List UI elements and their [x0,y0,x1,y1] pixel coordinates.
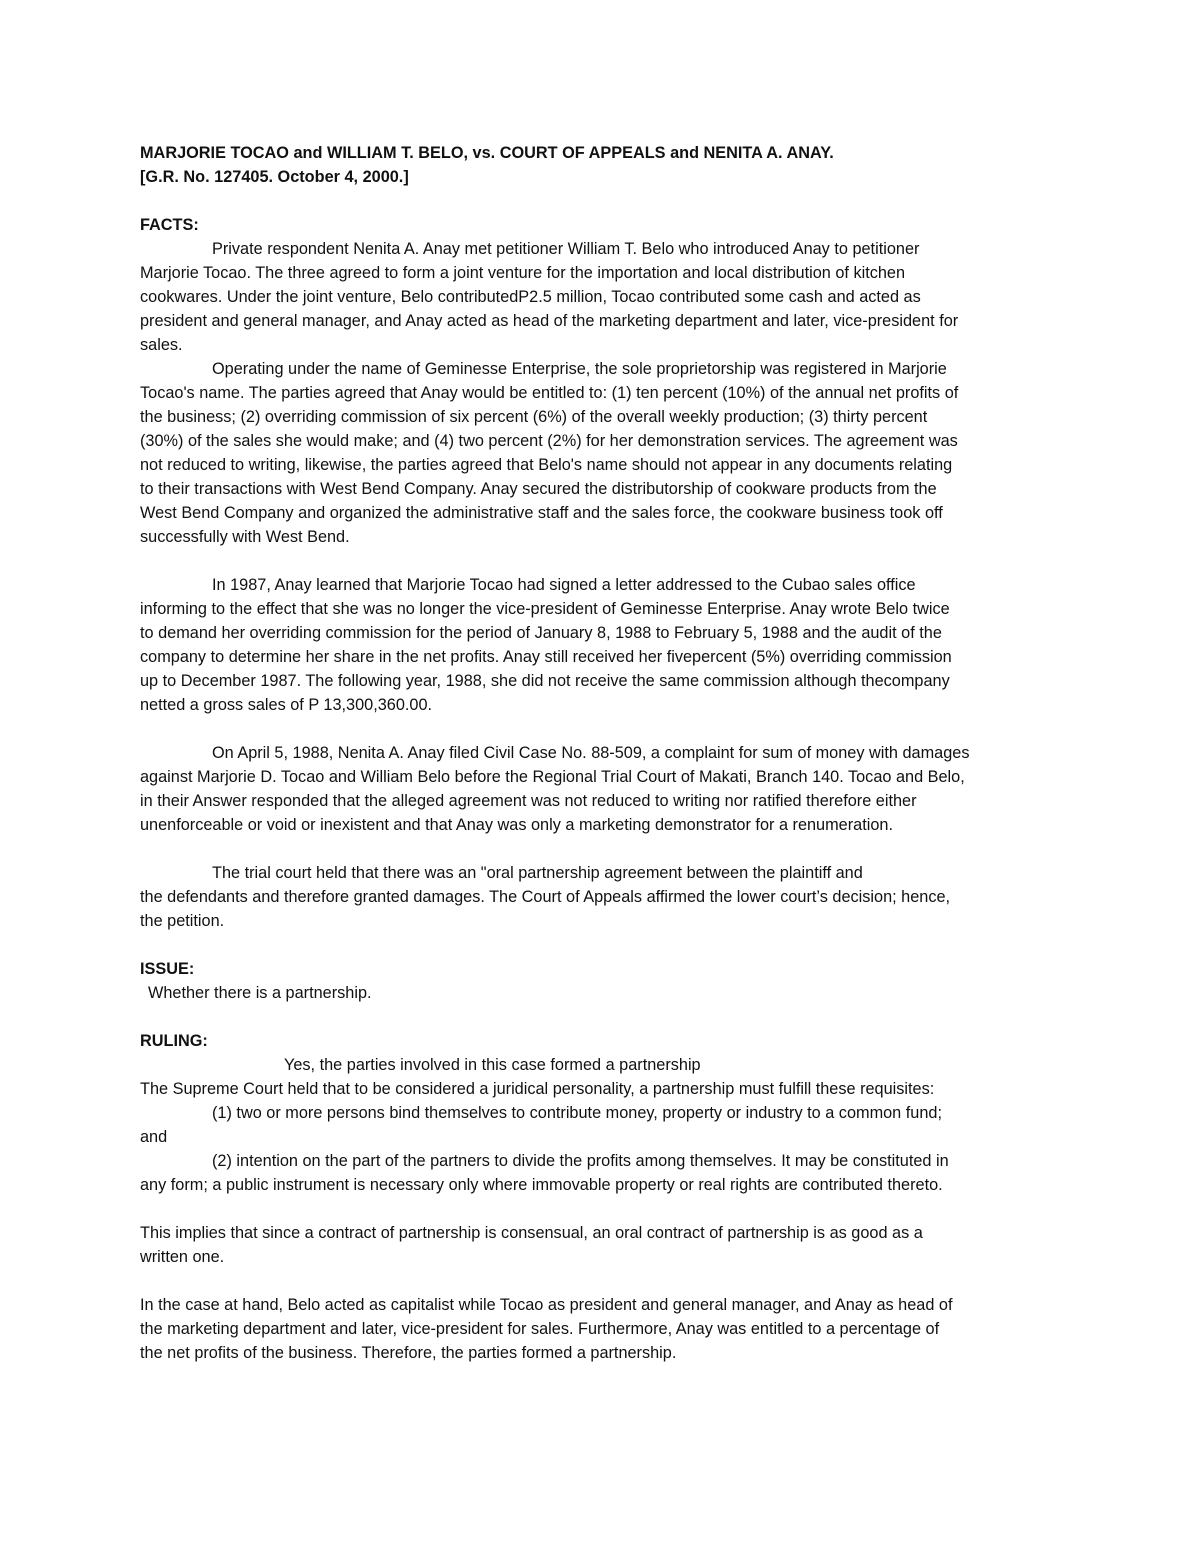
facts-paragraph-4 [140,741,1065,837]
text-line: In 1987, Anay learned that Marjorie Tocao had signed a letter addressed to the Cubao sales office [212,576,916,594]
text-line: the business; (2) overriding commission of six percent (6%) of the overall weekly production; (3) thirty percent [140,408,928,426]
case-citation: [G.R. No. 127405. October 4, 2000.] [140,168,409,186]
issue-text: Whether there is a partnership. [148,984,372,1002]
text-line: to demand her overriding commission for the period of January 8, 1988 to February 5, 1988 and the audit of the [140,624,942,642]
text-line: company to determine her share in the net profits. Anay still received her fivepercent (5%) overriding commission [140,648,952,666]
ruling-heading: RULING: [140,1032,208,1050]
text-line: The trial court held that there was an "oral partnership agreement between the plaintiff and [212,864,863,882]
text-line: to their transactions with West Bend Company. Anay secured the distributorship of cookware products from the [140,480,937,498]
text-line: the defendants and therefore granted damages. The Court of Appeals affirmed the lower court’s decision; hence, [140,888,951,906]
ruling-intro: The Supreme Court held that to be considered a juridical personality, a partnership must fulfill these requisites: [140,1080,935,1098]
text-line: the petition. [140,912,225,930]
ruling-lead: Yes, the parties involved in this case formed a partnership [284,1056,701,1074]
text-line: sales. [140,336,183,354]
text-line: In the case at hand, Belo acted as capitalist while Tocao as president and general manager, and Anay as head of [140,1296,953,1314]
facts-paragraph-5 [140,861,1065,933]
requisite-1: (1) two or more persons bind themselves to contribute money, property or industry to a common fund; [212,1104,942,1122]
facts-paragraph-2 [140,357,1065,549]
text-line: president and general manager, and Anay acted as head of the marketing department and later, vice-president for [140,312,959,330]
text-line: This implies that since a contract of partnership is consensual, an oral contract of partnership is as good as a [140,1224,923,1242]
text-line: West Bend Company and organized the administrative staff and the sales force, the cookware business took off [140,504,943,522]
requisite-2 [140,1149,1065,1197]
document-page [140,141,1065,1365]
text-line: Operating under the name of Geminesse Enterprise, the sole proprietorship was registered in Marjorie [212,360,947,378]
text-line: informing to the effect that she was no longer the vice-president of Geminesse Enterprise. Anay wrote Belo twice [140,600,950,618]
text-line: Marjorie Tocao. The three agreed to form a joint venture for the importation and local distribution of kitchen [140,264,906,282]
text-line: cookwares. Under the joint venture, Belo contributedP2.5 million, Tocao contributed some cash and acted as [140,288,921,306]
text-line: any form; a public instrument is necessary only where immovable property or real rights are contributed thereto. [140,1176,943,1194]
text-line: Tocao's name. The parties agreed that Anay would be entitled to: (1) ten percent (10%) of the annual net profits of [140,384,959,402]
text-line: (30%) of the sales she would make; and (4) two percent (2%) for her demonstration services. The agreement was [140,432,958,450]
facts-paragraph-3 [140,573,1065,717]
text-line: the net profits of the business. Therefore, the parties formed a partnership. [140,1344,677,1362]
facts-paragraph-1 [140,237,1065,357]
requisite-1-cont: and [140,1128,168,1146]
text-line: written one. [140,1248,225,1266]
text-line: successfully with West Bend. [140,528,350,546]
text-line: up to December 1987. The following year, 1988, she did not receive the same commission although thecompany [140,672,950,690]
case-title: MARJORIE TOCAO and WILLIAM T. BELO, vs. COURT OF APPEALS and NENITA A. ANAY. [140,144,834,162]
facts-heading: FACTS: [140,216,199,234]
issue-heading: ISSUE: [140,960,195,978]
text-line: in their Answer responded that the alleged agreement was not reduced to writing nor ratified therefore either [140,792,917,810]
text-line: against Marjorie D. Tocao and William Belo before the Regional Trial Court of Makati, Branch 140. Tocao and Belo, [140,768,965,786]
text-line: netted a gross sales of P 13,300,360.00. [140,696,433,714]
text-line: On April 5, 1988, Nenita A. Anay filed Civil Case No. 88-509, a complaint for sum of money with damages [212,744,970,762]
text-line: unenforceable or void or inexistent and that Anay was only a marketing demonstrator for a renumeration. [140,816,893,834]
ruling-paragraph-case [140,1293,1065,1365]
text-line: the marketing department and later, vice-president for sales. Furthermore, Anay was entitled to a percentage of [140,1320,940,1338]
text-line: Private respondent Nenita A. Anay met petitioner William T. Belo who introduced Anay to petitioner [212,240,920,258]
text-line: not reduced to writing, likewise, the parties agreed that Belo's name should not appear in any documents relating [140,456,953,474]
text-line: (2) intention on the part of the partners to divide the profits among themselves. It may be constituted in [212,1152,949,1170]
ruling-paragraph-implies [140,1221,1065,1269]
